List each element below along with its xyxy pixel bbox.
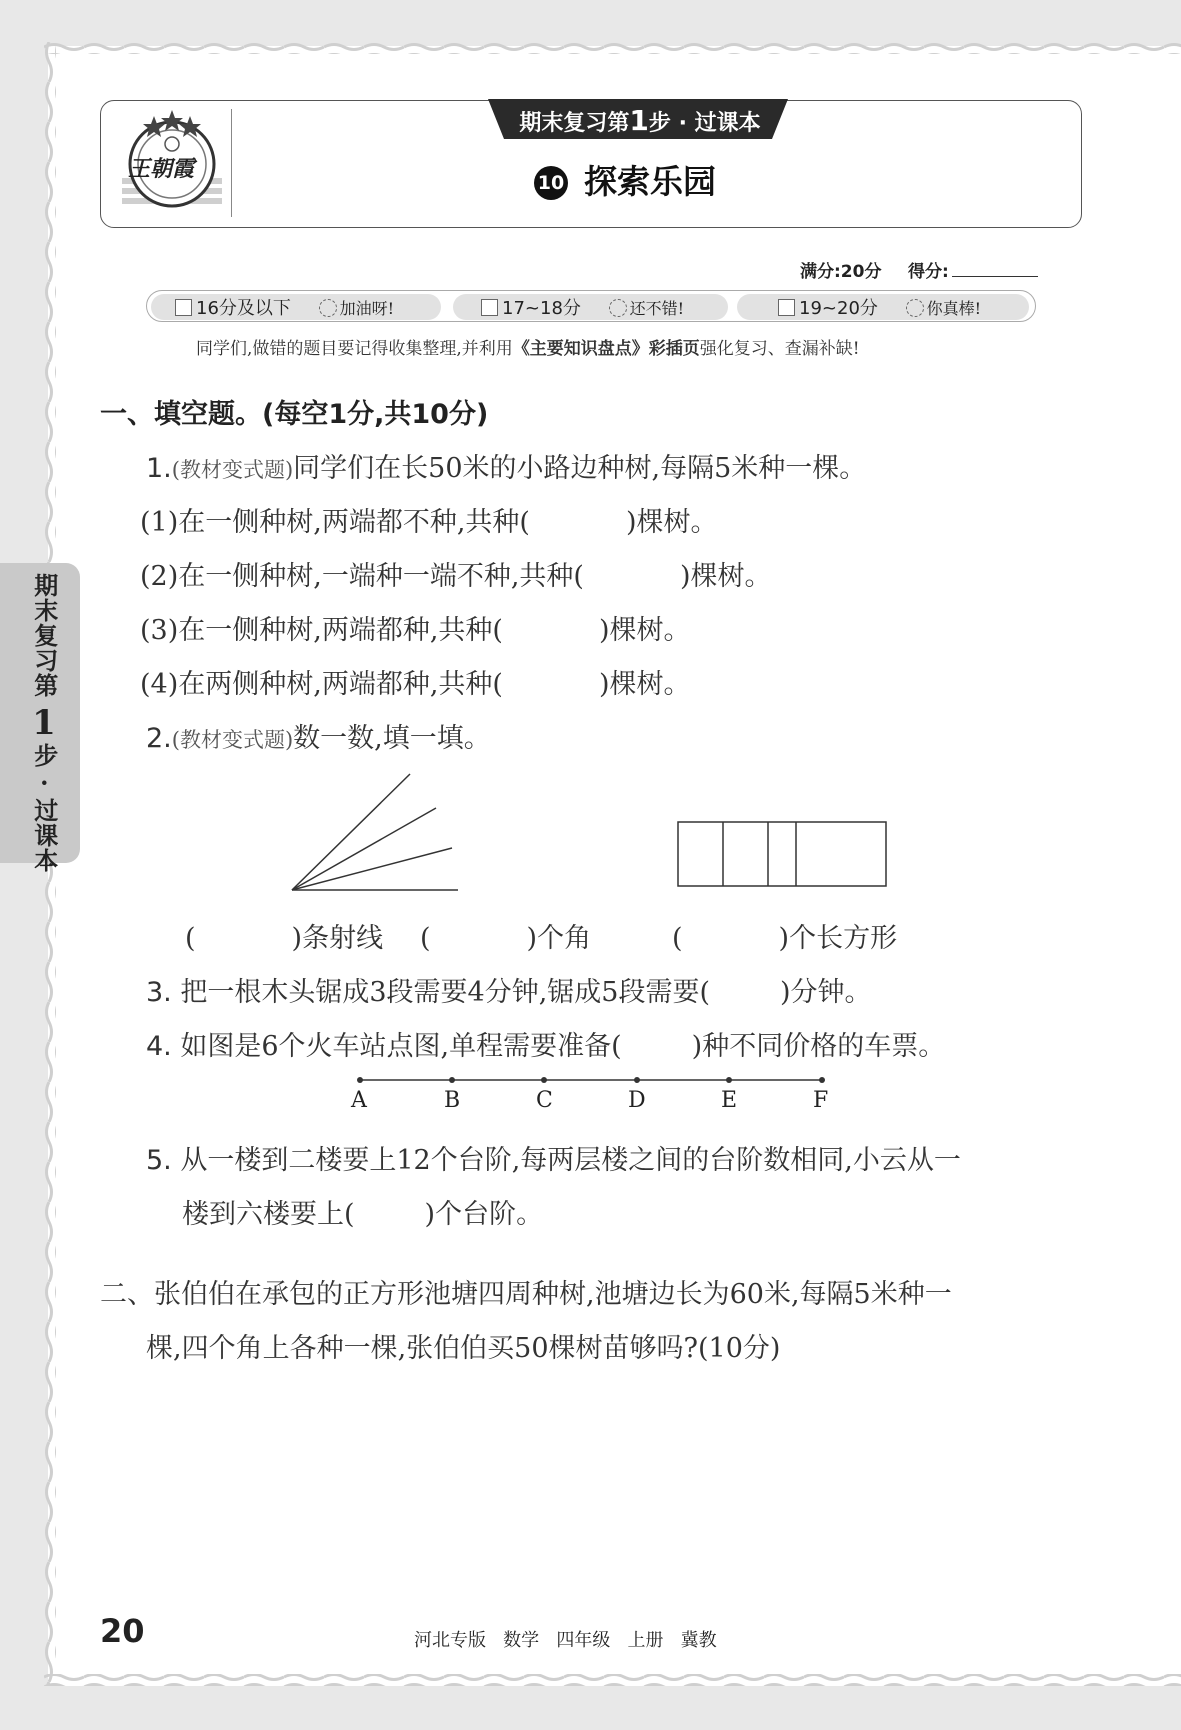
banner-post: 步 · 过课本 bbox=[648, 111, 761, 136]
level-comment: 还不错! bbox=[629, 299, 685, 318]
blank-close: )个长方形 bbox=[778, 923, 898, 954]
score-label: 得分: bbox=[908, 262, 949, 282]
part-suffix: )棵树。 bbox=[625, 507, 718, 538]
q4-num: 4. bbox=[146, 1031, 172, 1062]
blank-open: ( bbox=[420, 923, 431, 954]
q4-text-post: )种不同价格的车票。 bbox=[691, 1031, 946, 1062]
level-range: 16分及以下 bbox=[196, 298, 291, 319]
q1-part-1 bbox=[140, 500, 718, 539]
score-level-3 bbox=[778, 294, 981, 320]
station-label-a: A bbox=[351, 1088, 367, 1113]
side-tab-post: 步·过课本 bbox=[29, 742, 59, 873]
blank-open: ( bbox=[185, 923, 196, 954]
station-label-f: F bbox=[813, 1088, 829, 1113]
q5-line2-post: )个台阶。 bbox=[424, 1199, 544, 1230]
footer-info: 河北专版 数学 四年级 上册 冀教 bbox=[414, 1630, 717, 1651]
review-note bbox=[196, 334, 860, 359]
checkbox-icon[interactable] bbox=[481, 299, 498, 316]
station-line bbox=[350, 1072, 830, 1088]
page-number: 20 bbox=[100, 1612, 145, 1650]
q2-blank-angles bbox=[420, 916, 591, 955]
station-label-d: D bbox=[628, 1088, 646, 1113]
q5-num: 5. bbox=[146, 1145, 172, 1176]
question-3 bbox=[146, 970, 872, 1009]
rays-figure bbox=[280, 770, 470, 896]
part-label: (3)在一侧种树,两端都种,共种( bbox=[140, 615, 503, 646]
level-range: 19~20分 bbox=[799, 298, 878, 319]
part-suffix: )棵树。 bbox=[679, 561, 772, 592]
q2-num: 2. bbox=[146, 723, 172, 754]
full-marks: 满分:20分 bbox=[800, 262, 882, 282]
station-label-b: B bbox=[444, 1088, 461, 1113]
q1-text: 同学们在长50米的小路边种树,每隔5米种一棵。 bbox=[293, 453, 867, 484]
question-5 bbox=[146, 1138, 961, 1177]
q3-text-post: )分钟。 bbox=[780, 977, 872, 1008]
title-text: 探索乐园 bbox=[584, 162, 716, 201]
note-bold: 《主要知识盘点》彩插页 bbox=[512, 339, 700, 359]
q2-tag: (教材变式题) bbox=[171, 728, 294, 752]
note-pre: 同学们,做错的题目要记得收集整理,并利用 bbox=[196, 339, 513, 359]
level-comment: 加油呀! bbox=[339, 299, 395, 318]
level-comment: 你真棒! bbox=[926, 299, 982, 318]
part-label: (4)在两侧种树,两端都种,共种( bbox=[140, 669, 503, 700]
station-label-e: E bbox=[721, 1088, 738, 1113]
q3-num: 3. bbox=[146, 977, 172, 1008]
q2-blank-rays bbox=[185, 916, 383, 955]
score-level-1 bbox=[175, 294, 394, 320]
face-icon bbox=[319, 299, 337, 317]
section2-line2: 棵,四个角上各种一棵,张伯伯买50棵树苗够吗?(10分) bbox=[146, 1333, 781, 1364]
question-1 bbox=[146, 446, 866, 485]
checkbox-icon[interactable] bbox=[175, 299, 192, 316]
q1-part-3 bbox=[140, 608, 691, 647]
section1-heading: 一、填空题。(每空1分,共10分) bbox=[100, 399, 489, 430]
q1-tag: (教材变式题) bbox=[171, 458, 294, 482]
q5-line1: 从一楼到二楼要上12个台阶,每两层楼之间的台阶数相同,小云从一 bbox=[180, 1145, 961, 1176]
q3-text-pre: 把一根木头锯成3段需要4分钟,锯成5段需要( bbox=[180, 977, 711, 1008]
banner-text bbox=[500, 104, 780, 137]
unit-number-badge: 10 bbox=[534, 166, 568, 200]
question-2 bbox=[146, 716, 491, 755]
header-divider bbox=[231, 109, 232, 217]
question-4 bbox=[146, 1024, 945, 1063]
q5-line2-pre: 楼到六楼要上( bbox=[182, 1199, 355, 1230]
q4-text-pre: 如图是6个火车站点图,单程需要准备( bbox=[180, 1031, 622, 1062]
q2-text: 数一数,填一填。 bbox=[293, 723, 491, 754]
q1-num: 1. bbox=[146, 453, 172, 484]
note-post: 强化复习、查漏补缺! bbox=[699, 339, 860, 359]
blank-close: )条射线 bbox=[291, 923, 384, 954]
score-level-2 bbox=[481, 294, 684, 320]
logo-text: 王朝霞 bbox=[128, 156, 195, 182]
banner-pre: 期末复习第 bbox=[519, 111, 630, 136]
banner-num: 1 bbox=[629, 104, 649, 137]
q1-part-4 bbox=[140, 662, 691, 701]
score-blank-line[interactable] bbox=[952, 276, 1038, 277]
part-label: (2)在一侧种树,一端种一端不种,共种( bbox=[140, 561, 584, 592]
section2-line1: 二、张伯伯在承包的正方形池塘四周种树,池塘边长为60米,每隔5米种一 bbox=[100, 1279, 952, 1310]
q2-blank-rectangles bbox=[672, 916, 897, 955]
blank-close: )个角 bbox=[526, 923, 592, 954]
part-suffix: )棵树。 bbox=[598, 669, 691, 700]
face-icon bbox=[906, 299, 924, 317]
answer-area[interactable] bbox=[146, 1380, 1076, 1580]
side-tab-num: 1 bbox=[32, 702, 56, 743]
side-tab-text bbox=[26, 573, 62, 878]
rectangles-figure bbox=[676, 818, 890, 890]
checkbox-icon[interactable] bbox=[778, 299, 795, 316]
question-5-line2 bbox=[182, 1192, 543, 1231]
face-icon bbox=[609, 299, 627, 317]
part-suffix: )棵树。 bbox=[598, 615, 691, 646]
level-range: 17~18分 bbox=[502, 298, 581, 319]
q1-part-2 bbox=[140, 554, 772, 593]
part-label: (1)在一侧种树,两端都不种,共种( bbox=[140, 507, 530, 538]
page-title bbox=[534, 156, 716, 203]
station-label-c: C bbox=[536, 1088, 553, 1113]
side-tab-pre: 期末复习第 bbox=[29, 573, 59, 698]
blank-open: ( bbox=[672, 923, 683, 954]
